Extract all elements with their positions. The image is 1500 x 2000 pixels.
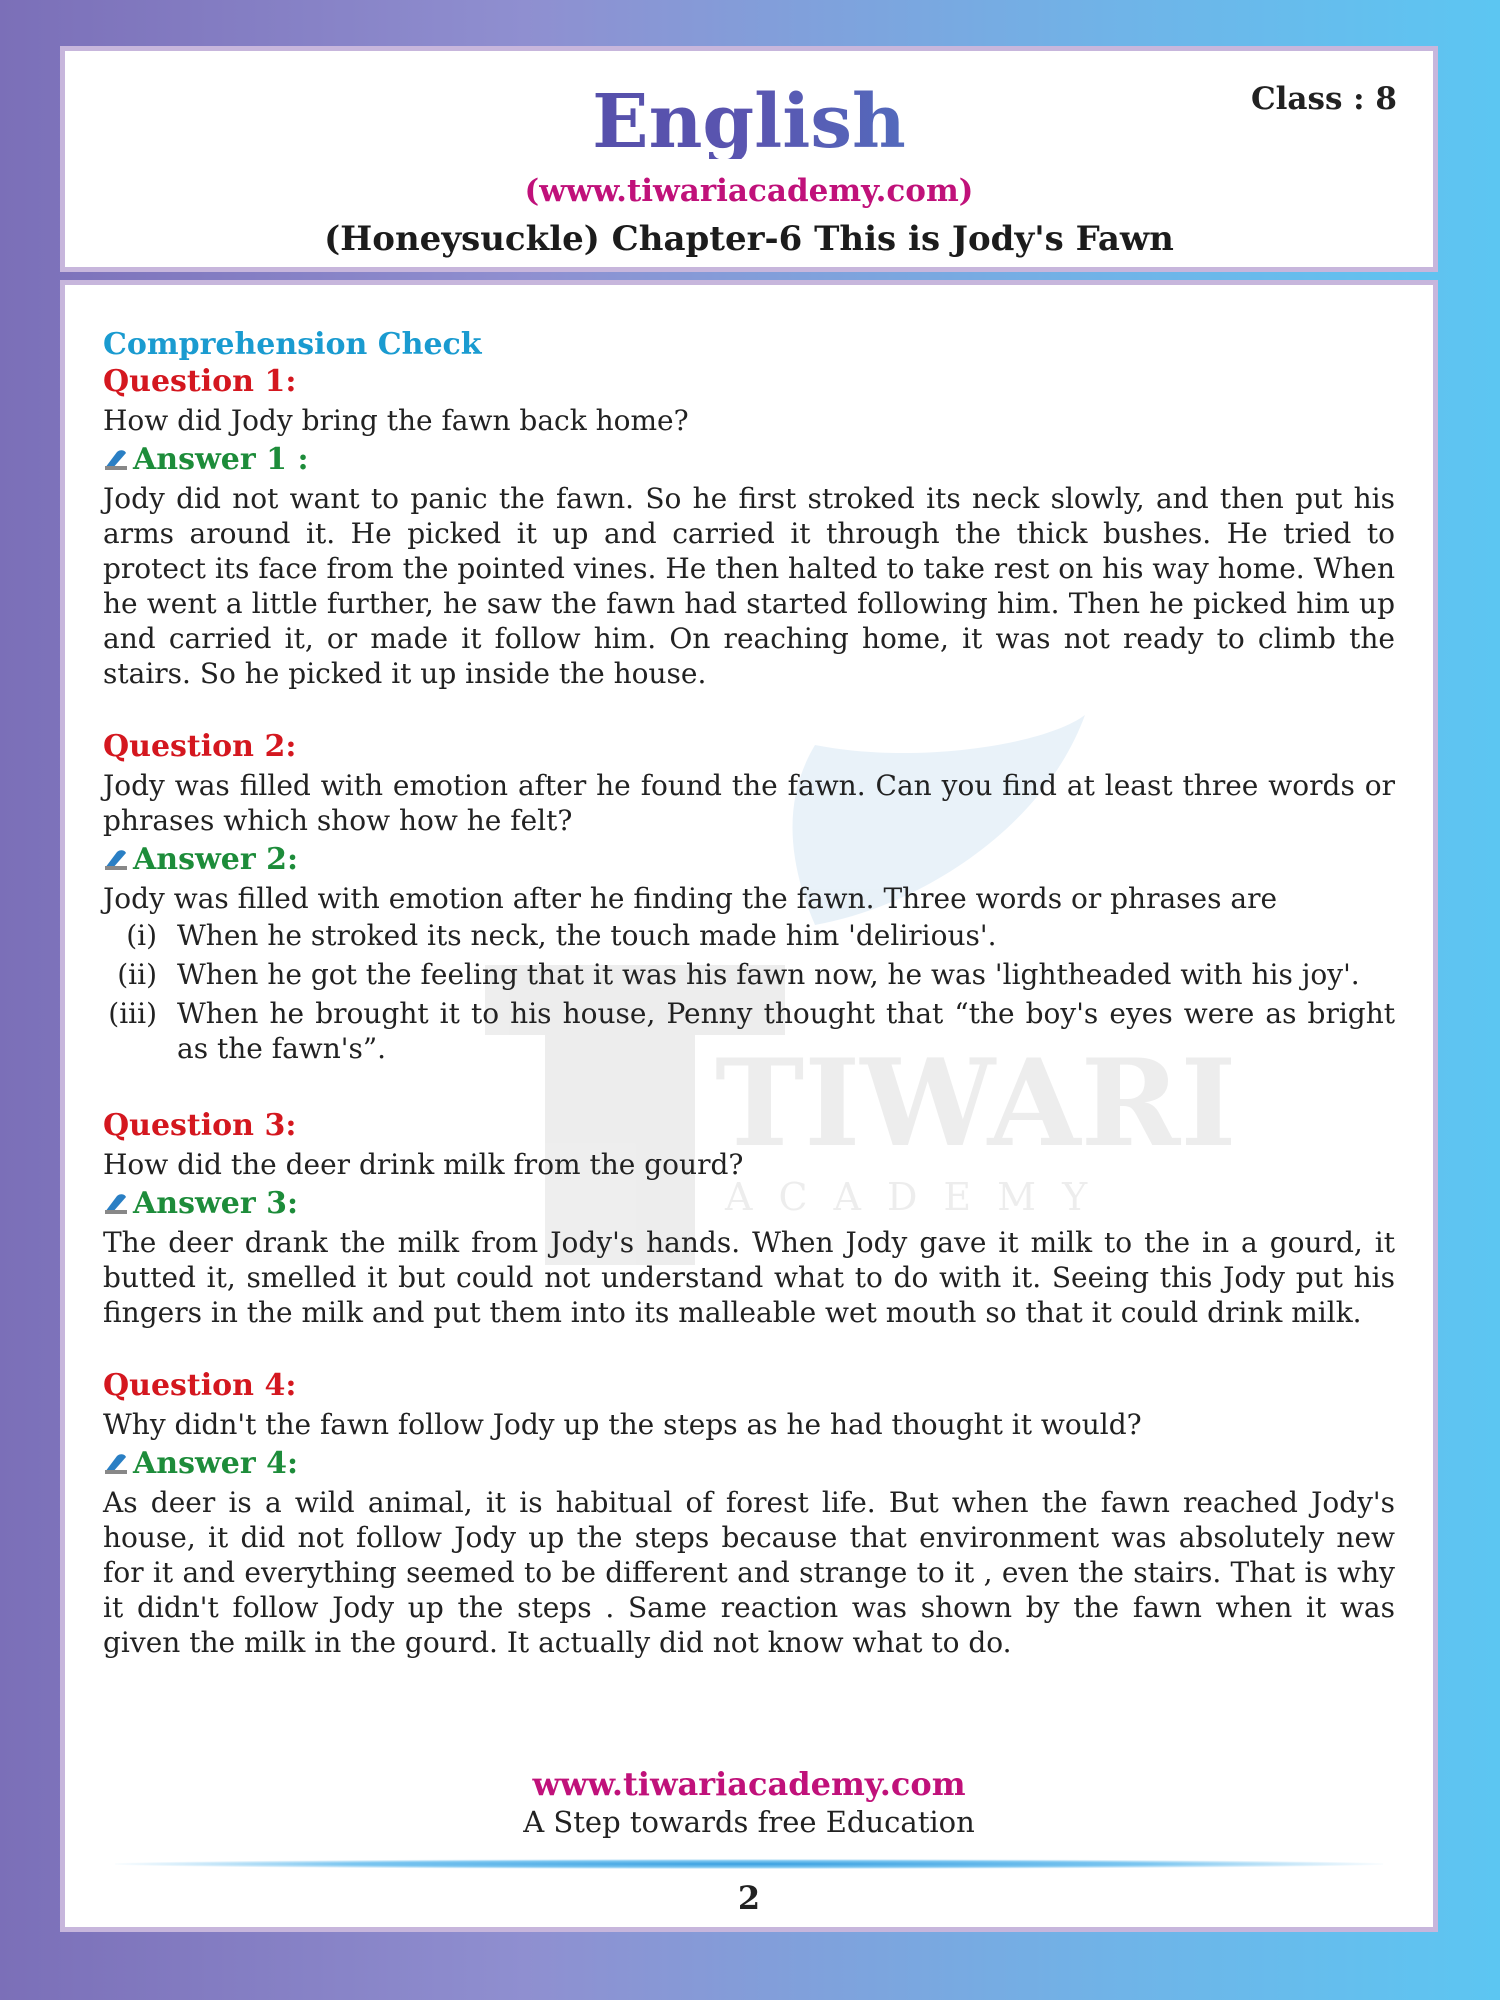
chapter-title: (Honeysuckle) Chapter-6 This is Jody's Fawn — [324, 219, 1174, 259]
footer-tagline: A Step towards free Education — [523, 1805, 975, 1839]
pen-icon — [103, 448, 129, 472]
question-label: Question 1: — [103, 364, 297, 399]
list-item-text: When he stroked its neck, the touch made him 'delirious'. — [177, 919, 997, 952]
answer-label — [103, 842, 1395, 877]
qa-body — [103, 327, 1395, 1660]
pen-icon — [103, 1452, 129, 1476]
list-item-number: (iii) — [108, 997, 157, 1030]
answer-label — [103, 1186, 1395, 1221]
question-text: Why didn't the fawn follow Jody up the steps as he had thought it would? — [103, 1408, 1142, 1441]
watermark-name: TIWARI — [715, 1033, 1237, 1174]
list-item-number: (ii) — [117, 958, 157, 991]
answer-label — [103, 1446, 1395, 1481]
footer-divider — [115, 1859, 1383, 1869]
answer-text: As deer is a wild animal, it is habitual of forest life. But when the fawn reached Jody's house, it did not follow Jody up the steps because that environment was absolutely new for it and everything seemed to be different and strange to it , even the stairs. That is why it didn't follow Jody up the steps . Same reaction was shown by the fawn when it was given the milk in the gourd. It actually did not know what to do. — [103, 1486, 1395, 1659]
question-text: Jody was filled with emotion after he found the fawn. Can you find at least three words or phrases which show how he felt? — [103, 769, 1395, 837]
section-title: Comprehension Check — [103, 327, 482, 362]
list-item — [103, 957, 1395, 992]
watermark-sub: ACADEMY — [725, 1175, 1114, 1219]
answer-label-text: Answer 4: — [133, 1446, 299, 1481]
answer-label — [103, 442, 1395, 477]
answer-text: Jody was filled with emotion after he finding the fawn. Three words or phrases are — [103, 882, 1278, 915]
pen-icon — [103, 848, 129, 872]
answer-label-text: Answer 1 : — [133, 442, 309, 477]
page-header — [60, 46, 1438, 272]
answer-text: The deer drank the milk from Jody's hands. When Jody gave it milk to the in a gourd, it butted it, smelled it but could not understand what to do with it. Seeing this Jody put his fingers in the milk and put them into its malleable wet mouth so that it could drink milk. — [103, 1226, 1395, 1329]
answer-label-text: Answer 2: — [133, 842, 299, 877]
question-label: Question 4: — [103, 1368, 297, 1403]
list-item — [103, 996, 1395, 1066]
question-text: How did the deer drink milk from the gourd? — [103, 1148, 744, 1181]
page-number: 2 — [737, 1879, 761, 1917]
content-panel — [60, 280, 1438, 1932]
question-label: Question 3: — [103, 1108, 297, 1143]
list-item-number: (i) — [126, 919, 157, 952]
answer-label-text: Answer 3: — [133, 1186, 299, 1221]
question-text: How did Jody bring the fawn back home? — [103, 404, 689, 437]
list-item-text: When he brought it to his house, Penny thought that “the boy's eyes were as bright as the fawn's”. — [177, 997, 1395, 1065]
pen-icon — [103, 1192, 129, 1216]
list-item-text: When he got the feeling that it was his fawn now, he was 'lightheaded with his joy'. — [177, 958, 1360, 991]
question-label: Question 2: — [103, 729, 297, 764]
subject-title: English — [65, 85, 1433, 159]
footer-website-link[interactable]: www.tiwariacademy.com — [532, 1765, 966, 1803]
website-link-top[interactable]: (www.tiwariacademy.com) — [524, 173, 974, 209]
list-item — [103, 918, 1395, 953]
answer-points-list — [103, 918, 1395, 1066]
answer-text: Jody did not want to panic the fawn. So he first stroked its neck slowly, and then put his arms around it. He picked it up and carried it through the thick bushes. He tried to protect its face from the pointed vines. He then halted to take rest on his way home. When he went a little further, he saw the fawn had started following him. Then he picked him up and carried it, or made it follow him. On reaching home, it was not ready to climb the stairs. So he picked it up inside the house. — [103, 482, 1395, 690]
